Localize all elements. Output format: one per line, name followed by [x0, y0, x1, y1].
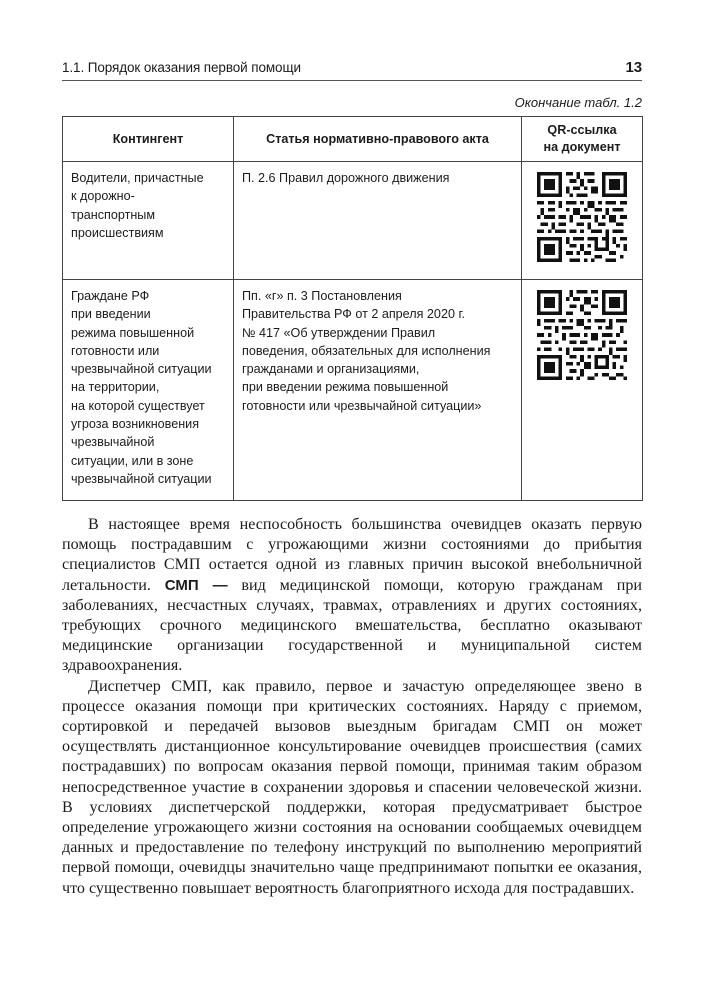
qr-code-icon[interactable]	[537, 290, 627, 380]
table-caption: Окончание табл. 1.2	[514, 95, 642, 110]
table-row	[63, 280, 643, 501]
column-header-article: Статья нормативно-правового акта	[234, 117, 522, 162]
paragraph: Диспетчер СМП, как правило, первое и зачастую определяющее звено в процессе оказания помощи при критических состояниях. Наряду с приемом, сортировкой и передачей вызовов выездным бригадам СМП он может осуществлять дистанционное консультирование очевидцев происшествия (самих пострадавших) по вопросам оказания первой помощи, принимая таким образом непосредственное участие в сохранении здоровья и спасении человеческой жизни. В условиях диспетчерской поддержки, которая предусматривает быстрое определение угрожающего жизни состояния на основании сообщаемых очевидцем данных и предоставление по телефону инструкций по выполнению мероприятий первой помощи, очевидцы значительно чаще предпринимают попытки ее оказания, что существенно повышает вероятность благоприятного исхода для пострадавших.	[62, 677, 642, 897]
body-text	[62, 515, 642, 899]
paragraph	[62, 515, 642, 677]
contingent-cell: Водители, причастные к дорожно- транспортным происшествиям	[63, 162, 234, 280]
book-page	[62, 58, 642, 899]
article-cell: П. 2.6 Правил дорожного движения	[234, 162, 522, 280]
article-cell: Пп. «г» п. 3 Постановления Правительства РФ от 2 апреля 2020 г. № 417 «Об утверждении Правил поведения, обязательных для исполнения гражданами и организациями, при введении режима повышенной готовности или чрезвычайной ситуации»	[234, 280, 522, 501]
column-header-qr: QR-ссылка на документ	[522, 117, 643, 162]
qr-cell	[522, 280, 643, 501]
section-title: 1.1. Порядок оказания первой помощи	[62, 60, 301, 75]
reference-table	[62, 116, 643, 501]
paragraph-lead: В настоящее время неспособность большинства очевидцев оказать первую помощь пострадавшим с угрожающими жизни состояниями до прибытия специалистов СМП остается одной из главных причин высокой внебольничной летальности.	[62, 516, 642, 594]
page-number: 13	[625, 59, 642, 76]
column-header-contingent: Контингент	[63, 117, 234, 162]
table-header-row	[63, 117, 643, 162]
qr-code-icon[interactable]	[537, 172, 627, 262]
paragraph-rest: вид медицинской помощи, которую гражданам при заболеваниях, несчастных случаях, травмах, отравлениях и других состояниях, требующих срочного медицинского вмешательства, бесплатно оказывают медицинские организации государственной и муниципальной систем здравоохранения.	[62, 576, 642, 675]
running-header	[62, 58, 642, 81]
contingent-cell: Граждане РФ при введении режима повышенной готовности или чрезвычайной ситуации на территории, на которой существует угроза возникновения чрезвычайной ситуации, или в зоне чрезвычайной ситуации	[63, 280, 234, 501]
term-definition: СМП —	[164, 576, 228, 594]
table-row	[63, 162, 643, 280]
qr-cell	[522, 162, 643, 280]
